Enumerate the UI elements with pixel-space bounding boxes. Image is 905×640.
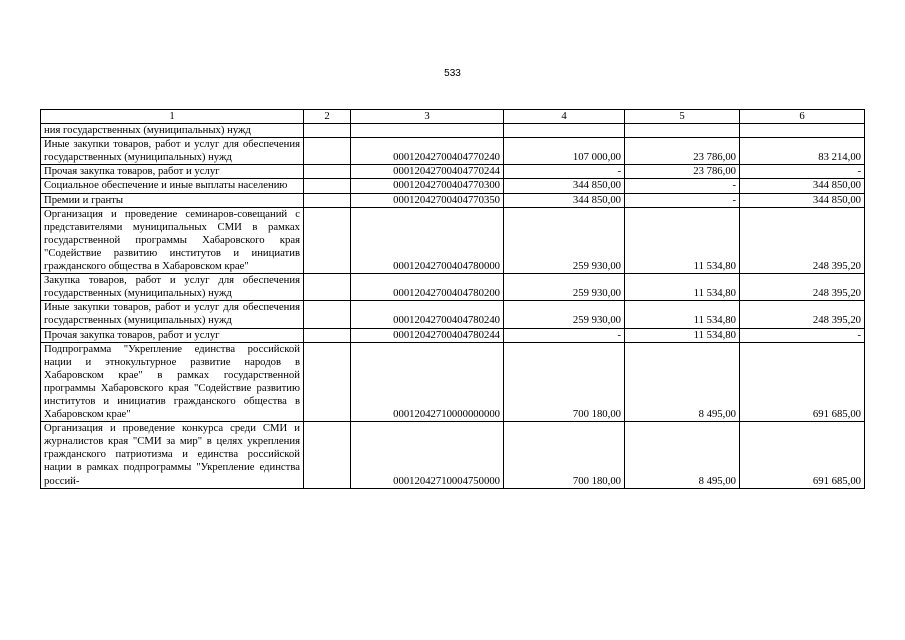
- row-code-cell: 00012042700404780200: [351, 274, 504, 301]
- row-value-5-cell: [625, 124, 740, 138]
- row-name-cell: ния государственных (муниципальных) нужд: [41, 124, 304, 138]
- row-empty-cell: [304, 179, 351, 193]
- table-row: [41, 328, 865, 342]
- row-value-4-cell: 259 930,00: [504, 301, 625, 328]
- row-value-6-cell: 248 395,20: [740, 301, 865, 328]
- row-name-cell: Организация и проведение семинаров-совещаний с представителями муниципальных СМИ в рамках государственной программы Хабаровского края "Содействие развитию институтов и инициатив гражданского общества в Хабаровском крае": [41, 207, 304, 273]
- row-value-6-cell: -: [740, 165, 865, 179]
- budget-table: [40, 109, 865, 489]
- row-code-cell: 00012042700404780000: [351, 207, 504, 273]
- row-code-cell: 00012042700404770240: [351, 138, 504, 165]
- row-value-4-cell: 259 930,00: [504, 207, 625, 273]
- row-value-5-cell: 23 786,00: [625, 165, 740, 179]
- row-name-cell: Подпрограмма "Укрепление единства российской нации и этнокультурное развитие народов в Хабаровском крае" в рамках государственной программы Хабаровского края "Содействие развитию институтов и инициатив гражданского общества в Хабаровском крае": [41, 342, 304, 422]
- row-code-cell: 00012042700404780244: [351, 328, 504, 342]
- row-code-cell: 00012042710004750000: [351, 422, 504, 488]
- row-value-5-cell: 8 495,00: [625, 342, 740, 422]
- table-row: [41, 301, 865, 328]
- table-row: [41, 422, 865, 488]
- row-value-6-cell: -: [740, 328, 865, 342]
- row-value-4-cell: -: [504, 165, 625, 179]
- row-value-4-cell: 107 000,00: [504, 138, 625, 165]
- column-header: 2: [304, 110, 351, 124]
- row-empty-cell: [304, 124, 351, 138]
- row-value-5-cell: -: [625, 193, 740, 207]
- row-empty-cell: [304, 342, 351, 422]
- row-value-6-cell: 83 214,00: [740, 138, 865, 165]
- row-value-6-cell: [740, 124, 865, 138]
- header-row: [41, 110, 865, 124]
- row-value-4-cell: 344 850,00: [504, 179, 625, 193]
- row-code-cell: [351, 124, 504, 138]
- page-number: 533: [444, 68, 461, 79]
- row-value-4-cell: 700 180,00: [504, 422, 625, 488]
- row-code-cell: 00012042700404780240: [351, 301, 504, 328]
- row-value-6-cell: 248 395,20: [740, 207, 865, 273]
- row-empty-cell: [304, 207, 351, 273]
- row-value-6-cell: 344 850,00: [740, 179, 865, 193]
- row-empty-cell: [304, 301, 351, 328]
- row-value-4-cell: 344 850,00: [504, 193, 625, 207]
- table-row: [41, 342, 865, 422]
- row-code-cell: 00012042700404770244: [351, 165, 504, 179]
- column-header: 6: [740, 110, 865, 124]
- row-value-4-cell: 259 930,00: [504, 274, 625, 301]
- row-name-cell: Организация и проведение конкурса среди СМИ и журналистов края "СМИ за мир" в целях укрепления гражданского патриотизма и единства российской нации в рамках подпрограммы "Укрепление единства россий-: [41, 422, 304, 488]
- row-code-cell: 00012042700404770300: [351, 179, 504, 193]
- row-value-4-cell: -: [504, 328, 625, 342]
- column-header: 4: [504, 110, 625, 124]
- row-value-6-cell: 691 685,00: [740, 342, 865, 422]
- row-value-5-cell: 8 495,00: [625, 422, 740, 488]
- table-row: [41, 138, 865, 165]
- row-value-5-cell: 11 534,80: [625, 207, 740, 273]
- row-name-cell: Закупка товаров, работ и услуг для обеспечения государственных (муниципальных) нужд: [41, 274, 304, 301]
- table-row: [41, 124, 865, 138]
- column-header: 3: [351, 110, 504, 124]
- row-empty-cell: [304, 274, 351, 301]
- row-name-cell: Социальное обеспечение и иные выплаты населению: [41, 179, 304, 193]
- table-row: [41, 165, 865, 179]
- row-name-cell: Прочая закупка товаров, работ и услуг: [41, 165, 304, 179]
- row-empty-cell: [304, 193, 351, 207]
- column-header: 5: [625, 110, 740, 124]
- row-value-5-cell: 23 786,00: [625, 138, 740, 165]
- row-value-5-cell: 11 534,80: [625, 328, 740, 342]
- row-value-4-cell: 700 180,00: [504, 342, 625, 422]
- row-empty-cell: [304, 422, 351, 488]
- row-value-5-cell: 11 534,80: [625, 274, 740, 301]
- row-value-6-cell: 344 850,00: [740, 193, 865, 207]
- table-row: [41, 274, 865, 301]
- column-header: 1: [41, 110, 304, 124]
- table-row: [41, 179, 865, 193]
- row-name-cell: Иные закупки товаров, работ и услуг для обеспечения государственных (муниципальных) нужд: [41, 301, 304, 328]
- table-row: [41, 207, 865, 273]
- row-code-cell: 00012042710000000000: [351, 342, 504, 422]
- row-name-cell: Иные закупки товаров, работ и услуг для обеспечения государственных (муниципальных) нужд: [41, 138, 304, 165]
- row-value-5-cell: -: [625, 179, 740, 193]
- table-row: [41, 193, 865, 207]
- row-value-6-cell: 691 685,00: [740, 422, 865, 488]
- row-name-cell: Премии и гранты: [41, 193, 304, 207]
- row-empty-cell: [304, 328, 351, 342]
- row-empty-cell: [304, 165, 351, 179]
- row-value-5-cell: 11 534,80: [625, 301, 740, 328]
- row-empty-cell: [304, 138, 351, 165]
- row-value-4-cell: [504, 124, 625, 138]
- row-value-6-cell: 248 395,20: [740, 274, 865, 301]
- row-name-cell: Прочая закупка товаров, работ и услуг: [41, 328, 304, 342]
- row-code-cell: 00012042700404770350: [351, 193, 504, 207]
